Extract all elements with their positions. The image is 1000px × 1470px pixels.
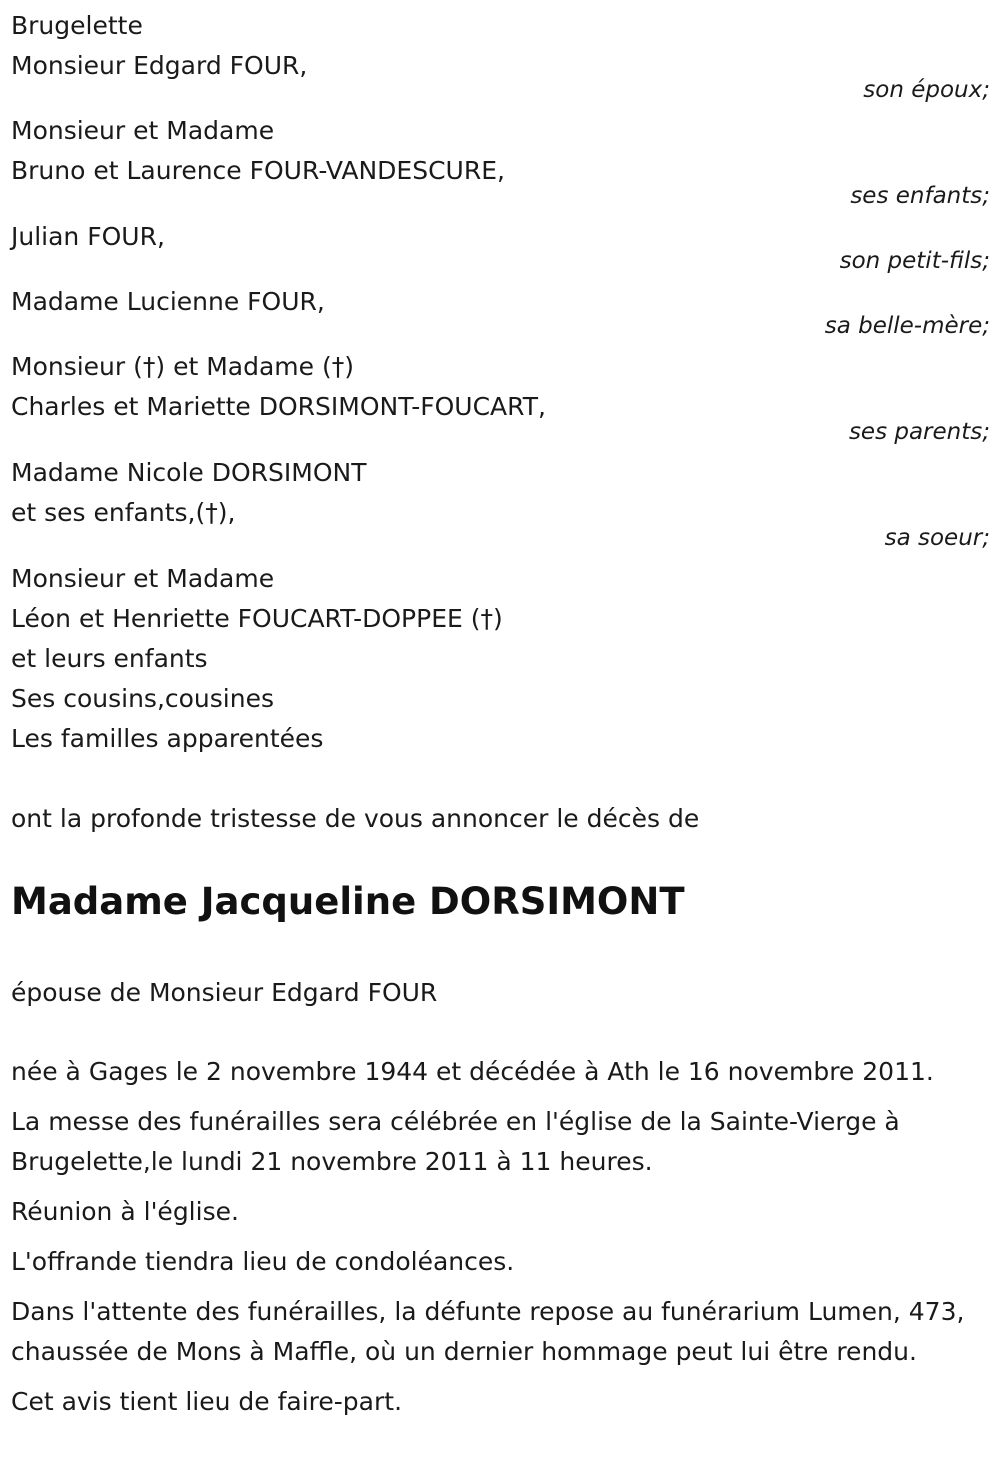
announcement: ont la profonde tristesse de vous annoncer le décès de bbox=[11, 804, 700, 833]
mourner-role: ses parents; bbox=[848, 419, 990, 445]
mourner-line: Monsieur (†) et Madame (†) bbox=[11, 352, 354, 381]
mourner-role: sa soeur; bbox=[884, 525, 990, 551]
mourner-line: et ses enfants,(†), bbox=[11, 498, 236, 527]
mourner-role: ses enfants; bbox=[850, 183, 990, 209]
birth-death-line: née à Gages le 2 novembre 1944 et décédée à Ath le 16 novembre 2011. bbox=[11, 1057, 934, 1086]
mourner-role: sa belle-mère; bbox=[824, 313, 990, 339]
mourner-group-family bbox=[11, 559, 990, 759]
mourner-group-grandson bbox=[11, 217, 990, 272]
mourner-line: Madame Nicole DORSIMONT bbox=[11, 458, 367, 487]
mourner-group-spouse bbox=[11, 46, 990, 101]
mourner-group-parents bbox=[11, 347, 990, 443]
mourner-role: son époux; bbox=[863, 77, 990, 103]
mourner-line: Ses cousins,cousines bbox=[11, 684, 275, 713]
mourner-line: Monsieur Edgard FOUR, bbox=[11, 51, 308, 80]
mourner-line: Charles et Mariette DORSIMONT-FOUCART, bbox=[11, 392, 546, 421]
mourner-line: Monsieur et Madame bbox=[11, 116, 275, 145]
spouse-line: épouse de Monsieur Edgard FOUR bbox=[11, 978, 438, 1007]
deceased-name: Madame Jacqueline DORSIMONT bbox=[11, 880, 685, 923]
mourner-line: Monsieur et Madame bbox=[11, 564, 275, 593]
mourner-group-mother-in-law bbox=[11, 282, 990, 337]
mourner-group-sister bbox=[11, 453, 990, 549]
meeting: Réunion à l'église. bbox=[11, 1197, 239, 1226]
repose: Dans l'attente des funérailles, la défunte repose au funérarium Lumen, 473, chaussée de Mons à Maffle, où un dernier hommage peut lui être rendu. bbox=[11, 1297, 965, 1366]
mourner-line: Bruno et Laurence FOUR-VANDESCURE, bbox=[11, 156, 505, 185]
mourner-line: Léon et Henriette FOUCART-DOPPEE (†) bbox=[11, 604, 503, 633]
offering: L'offrande tiendra lieu de condoléances. bbox=[11, 1247, 515, 1276]
obituary-page bbox=[0, 6, 1000, 1470]
mourner-line: et leurs enfants bbox=[11, 644, 208, 673]
mourner-line: Julian FOUR, bbox=[11, 222, 165, 251]
mourner-role: son petit-fils; bbox=[839, 248, 990, 274]
mourner-line: Les familles apparentées bbox=[11, 724, 324, 753]
mourner-group-children bbox=[11, 111, 990, 207]
funeral-mass: La messe des funérailles sera célébrée en l'église de la Sainte-Vierge à Brugelette,le lundi 21 novembre 2011 à 11 heures. bbox=[11, 1107, 900, 1176]
location: Brugelette bbox=[11, 11, 143, 40]
mourner-line: Madame Lucienne FOUR, bbox=[11, 287, 325, 316]
closing: Cet avis tient lieu de faire-part. bbox=[11, 1387, 403, 1416]
